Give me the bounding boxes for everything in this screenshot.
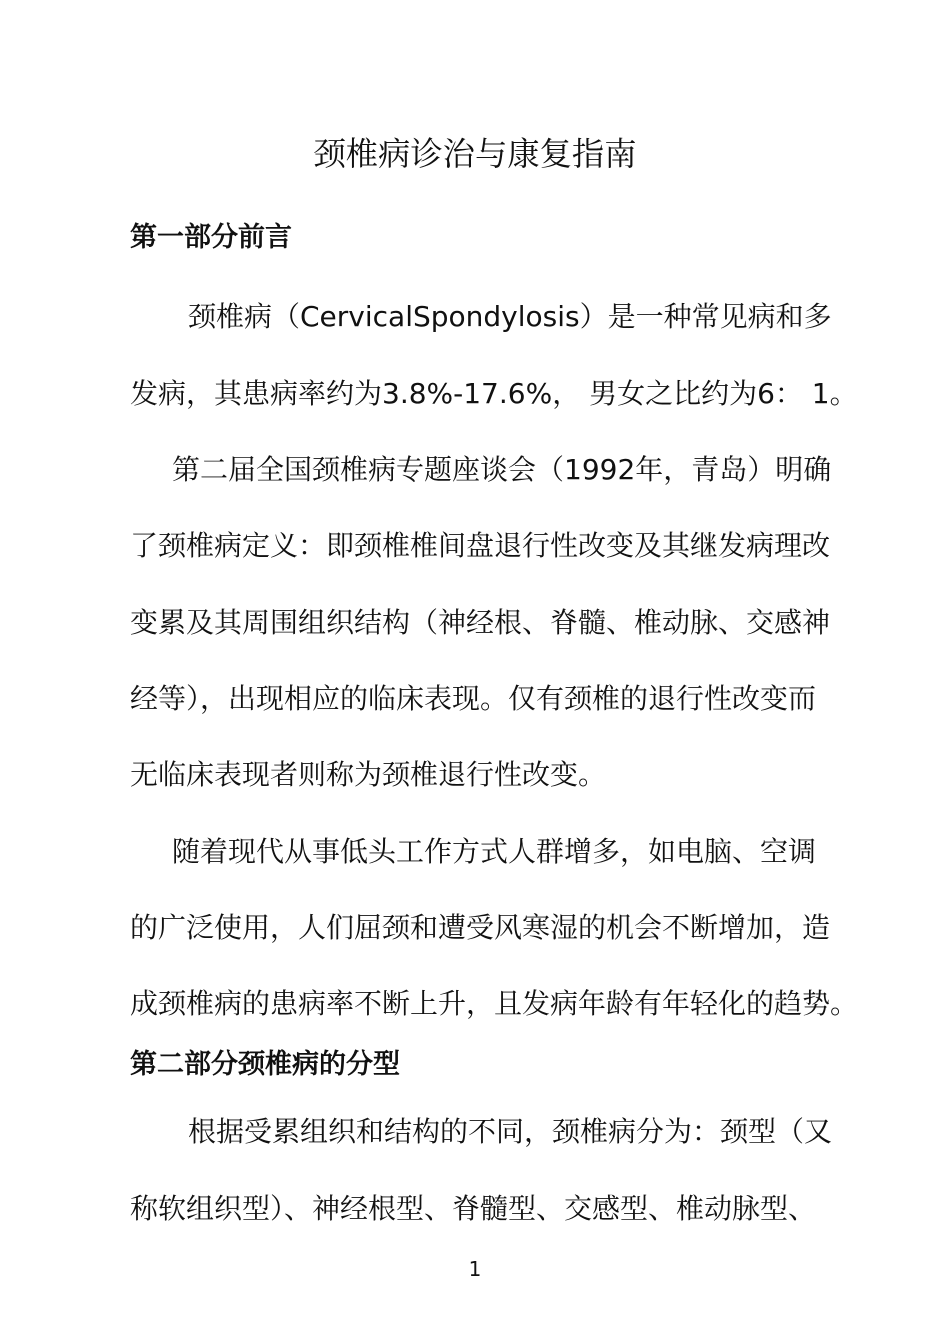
- paragraph-line: 根据受累组织和结构的不同，颈椎病分为：颈型（又: [188, 1115, 833, 1148]
- section-heading-classification: 第二部分颈椎病的分型: [130, 1049, 400, 1080]
- paragraph-line: 称软组织型）、神经根型、脊髓型、交感型、椎动脉型、: [130, 1192, 817, 1225]
- paragraph-line: 了颈椎病定义：即颈椎椎间盘退行性改变及其继发病理改: [130, 529, 831, 562]
- paragraph-line: 无临床表现者则称为颈椎退行性改变。: [130, 758, 607, 791]
- paragraph-line: 经等），出现相应的临床表现。仅有颈椎的退行性改变而: [130, 682, 817, 715]
- section-heading-preface: 第一部分前言: [130, 222, 292, 253]
- paragraph-line: 变累及其周围组织结构（神经根、脊髓、椎动脉、交感神: [130, 606, 831, 639]
- paragraph-line: 成颈椎病的患病率不断上升，且发病年龄有年轻化的趋势。: [130, 987, 859, 1020]
- page-number: 1: [468, 1257, 482, 1281]
- paragraph-line: 随着现代从事低头工作方式人群增多，如电脑、空调: [172, 835, 817, 868]
- paragraph-line: 的广泛使用，人们屈颈和遭受风寒湿的机会不断增加，造: [130, 911, 831, 944]
- paragraph-line: 颈椎病（CervicalSpondylosis）是一种常见病和多: [188, 300, 832, 333]
- paragraph-line: 第二届全国颈椎病专题座谈会（1992年，青岛）明确: [172, 453, 832, 486]
- paragraph-line: 发病，其患病率约为3.8%-17.6%， 男女之比约为6： 1。: [130, 377, 858, 410]
- document-title: 颈椎病诊治与康复指南: [313, 135, 637, 173]
